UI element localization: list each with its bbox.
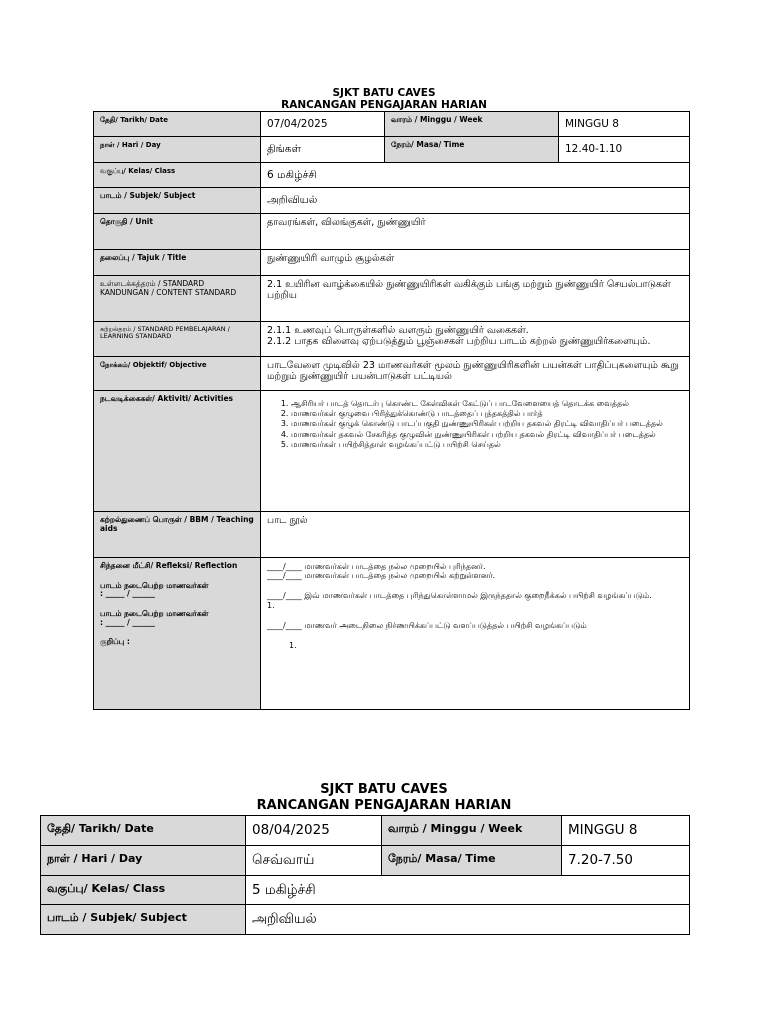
doc2-day-value: செவ்வாய்: [246, 846, 382, 876]
objective-value: பாடவேளை முடிவில் 23 மாணவர்கள் மூலம் நுண்ணுயிரிகளின் பயன்கள் பாதிப்புகளையும் கூறு மற்றும் நுண்ணுயிர் பயன்பாடுகள் பட்டியல்: [261, 357, 690, 391]
activity-item: 1. ஆசிரியர் பாடத் தொடர்பு கொண்ட கேள்விகள் கேட்டுப் பாடவேளையைத் தொடக்க வைத்தல்: [291, 399, 683, 408]
doc2-time-value: 7.20-7.50: [562, 846, 690, 876]
class-label: வகுப்பு/ Kelas/ Class: [94, 163, 261, 188]
activity-item: 4. மாணவர்கள் தகவல் சேகரித்த குழுவின் நுண்ணுயிரிகள் பற்றிய தகவல் திரட்டி விவாதிப்பர் படைத்தல்: [291, 430, 683, 439]
doc2-subject-label: பாடம் / Subjek/ Subject: [41, 905, 246, 935]
reflection-line: 1.: [289, 640, 297, 650]
time-label: நேரம்/ Masa/ Time: [385, 137, 559, 163]
doc2-plan-title: RANCANGAN PENGAJARAN HARIAN: [256, 798, 512, 813]
doc2-date-label: தேதி/ Tarikh/ Date: [41, 816, 246, 846]
reflection-attendance-1: பாடம் நடைபெற்ற மாணவர்கள்: [100, 580, 209, 590]
doc2-date-value: 08/04/2025: [246, 816, 382, 846]
doc2-subject-value: அறிவியல்: [246, 905, 690, 935]
doc2-school-name: SJKT BATU CAVES: [320, 782, 448, 797]
learning-standard-line-2: 2.1.2 பாதக விளைவு ஏற்படுத்தும் பூஞ்சைகள் பற்றிய பாடம் கற்றல் நுண்ணுயிர்களையும்.: [267, 335, 651, 347]
reflection-line: ____/____ மாணவர்கள் பாடத்தை நல்ல முறையில் கற்றுள்ளனர்.: [267, 571, 496, 581]
day-label: நாள் / Hari / Day: [94, 137, 261, 163]
week-label: வாரம் / Minggu / Week: [385, 112, 559, 137]
unit-value: தாவரங்கள், விலங்குகள், நுண்ணுயிர்: [261, 214, 690, 250]
doc2-class-label: வகுப்பு/ Kelas/ Class: [41, 876, 246, 905]
activity-item: 2. மாணவர்கள் குழுவை பிரித்துக்கொண்டு பாடத்தைப் புத்தகத்தில் பார்த்: [291, 409, 683, 418]
week-value: MINGGU 8: [559, 112, 690, 137]
doc1-header: [0, 87, 768, 111]
doc2-time-label: நேரம்/ Masa/ Time: [382, 846, 562, 876]
subject-value: அறிவியல்: [261, 188, 690, 214]
reflection-label: சிந்தனை மீட்சி/ Refleksi/ Reflection: [100, 561, 238, 570]
topic-label: தலைப்பு / Tajuk / Title: [94, 250, 261, 276]
doc2-week-value: MINGGU 8: [562, 816, 690, 846]
learning-standard-label: கற்றல்தரம் / STANDARD PEMBELAJARAN / LEARNING STANDARD: [94, 322, 261, 357]
reflection-attendance-2-blank: : _____ / ______: [100, 617, 155, 627]
reflection-line: ____/____ இவ் மாணவர்கள் பாடத்தை புரிந்துகொள்ளாமல் இருந்ததால் குறைநீக்கல் பயிற்சி வழங்கப்படும்.: [267, 591, 652, 601]
reflection-value: [261, 558, 690, 710]
doc2-day-label: நாள் / Hari / Day: [41, 846, 246, 876]
activity-item: 3. மாணவர்கள் குழுக் கொண்டு பாடப்பகுதி நுண்ணுயிரிகள் பற்றிய தகவல் திரட்டி விவாதிப்பர் படைத்தல்: [291, 419, 683, 428]
subject-label: பாடம் / Subjek/ Subject: [94, 188, 261, 214]
activities-list: [267, 399, 683, 449]
doc2-lesson-plan-table: [40, 815, 690, 935]
content-standard-value: 2.1 உயிரின வாழ்க்கையில் நுண்ணுயிரிகள் வகிக்கும் பங்கு மற்றும் நுண்ணுயிர் செயல்பாடுகள் பற்றிய: [261, 276, 690, 322]
date-value: 07/04/2025: [261, 112, 385, 137]
activity-item: 5. மாணவர்கள் பயிற்சித்தாள் வழங்கப்பட்டு பயிற்சி செய்தல்: [291, 440, 683, 449]
teaching-aids-value: பாட நூல்: [261, 512, 690, 558]
topic-value: நுண்ணுயிரி வாழும் சூழல்கள்: [261, 250, 690, 276]
activities-label: நடவடிக்கைகள்/ Aktiviti/ Activities: [94, 391, 261, 512]
doc1-lesson-plan-table: [93, 111, 690, 710]
class-value: 6 மகிழ்ச்சி: [261, 163, 690, 188]
reflection-label-cell: [94, 558, 261, 710]
learning-standard-line-1: 2.1.1 உணவுப் பொருள்களில் வளரும் நுண்ணுயிர் வகைகள்.: [267, 325, 529, 336]
unit-label: தொகுதி / Unit: [94, 214, 261, 250]
reflection-note: குறிப்பு :: [100, 637, 130, 647]
doc2-header: [0, 782, 768, 814]
reflection-attendance-2: பாடம் நடைபெற்ற மாணவர்கள்: [100, 608, 209, 618]
reflection-line: 1.: [267, 600, 275, 610]
day-value: திங்கள்: [261, 137, 385, 163]
teaching-aids-label: கற்றல்துணைப் பொருள் / BBM / Teaching aids: [94, 512, 261, 558]
reflection-attendance-1-blank: : _____ / ______: [100, 589, 155, 599]
doc1-plan-title: RANCANGAN PENGAJARAN HARIAN: [281, 99, 487, 111]
reflection-line: ____/____ மாணவர் அடைநிலை நிர்ணயிக்கப்பட்டு வளப்படுத்தல் பயிற்சி வழங்கப்படும்: [267, 620, 587, 630]
time-value: 12.40-1.10: [559, 137, 690, 163]
activities-cell: [261, 391, 690, 512]
doc1-school-name: SJKT BATU CAVES: [332, 87, 436, 99]
date-label: தேதி/ Tarikh/ Date: [94, 112, 261, 137]
learning-standard-value: [261, 322, 690, 357]
objective-label: நோக்கம்/ Objektif/ Objective: [94, 357, 261, 391]
doc2-class-value: 5 மகிழ்ச்சி: [246, 876, 690, 905]
doc2-week-label: வாரம் / Minggu / Week: [382, 816, 562, 846]
reflection-line: ____/____ மாணவர்கள் பாடத்தை நல்ல முறையில் புரிந்தனர்.: [267, 562, 486, 571]
content-standard-label: உள்ளடக்கத்தரம் / STANDARD KANDUNGAN / CONTENT STANDARD: [94, 276, 261, 322]
